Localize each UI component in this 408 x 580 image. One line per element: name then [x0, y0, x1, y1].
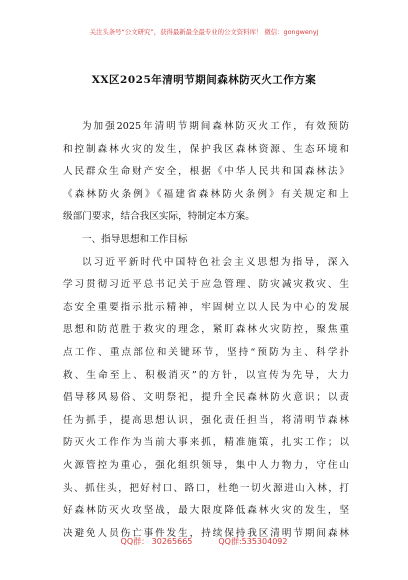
footer-contact	[0, 536, 408, 547]
paragraph-line: 人民群众生命财产安全，根据《中华人民共和国森林法》	[63, 166, 349, 178]
document-title: XX区2025年清明节期间森林防灭火工作方案	[91, 74, 317, 86]
paragraph-line: 学习贯彻习近平总书记关于应急管理、防灾减灾救灾、生	[63, 279, 349, 291]
paragraph-line: 头、抓住头，把好村口、路口，杜绝一切火源进山入林，打	[63, 482, 349, 494]
paragraph-line: 《森林防火条例》《福建省森林防火条例》有关规定和上	[63, 188, 349, 200]
footer-qq-group-1: QQ群： 30265665	[120, 537, 193, 546]
section-heading: 一、指导思想和工作目标	[82, 233, 188, 245]
paragraph-line: 任为抓手，提高思想认识，强化责任担当，将清明节森林	[63, 414, 349, 426]
paragraph-line: 级部门要求，结合我区实际，特制定本方案。	[63, 211, 255, 223]
paragraph-line: 救、生命至上、积极消灭”的方针，以宣传为先导，大力	[63, 369, 349, 381]
paragraph-line: 好森林防灭火攻坚战，最大限度降低森林火灾的发生，坚	[63, 505, 349, 517]
paragraph-line: 态安全重要指示批示精神，牢固树立以人民为中心的发展	[63, 301, 349, 313]
paragraph-line: 点工作、重点部位和关键环节，坚持“预防为主、科学扑	[63, 346, 349, 358]
document-body	[63, 116, 349, 545]
paragraph-line: 和控制森林火灾的发生，保护我区森林资源、生态环境和	[63, 143, 349, 155]
paragraph-line: 防灭火工作作为当前大事来抓，精准施策，扎实工作；以	[63, 437, 349, 449]
paragraph-line: 倡导移风易俗、文明祭祀，提升全民森林防火意识；以责	[63, 392, 349, 404]
paragraph-line: 决避免人员伤亡事件发生，持续保持我区清明节期间森林	[63, 527, 349, 539]
footer-qq-group-2: QQ群:535304092	[218, 537, 288, 546]
paragraph-line: 以习近平新时代中国特色社会主义思想为指导，深入	[82, 256, 349, 268]
paragraph-line: 思想和防范胜于救灾的理念，紧盯森林火灾防控，聚焦重	[63, 324, 349, 336]
paragraph-line: 火源管控为重心，强化组织领导，集中人力物力，守住山	[63, 459, 349, 471]
header-notice: 关注头条号“公文研究”，获得最新最全最专业的公文资料库！ 微信：gongwenyj	[89, 28, 319, 36]
paragraph-line: 为加强2025年清明节期间森林防灭火工作，有效预防	[82, 121, 349, 132]
